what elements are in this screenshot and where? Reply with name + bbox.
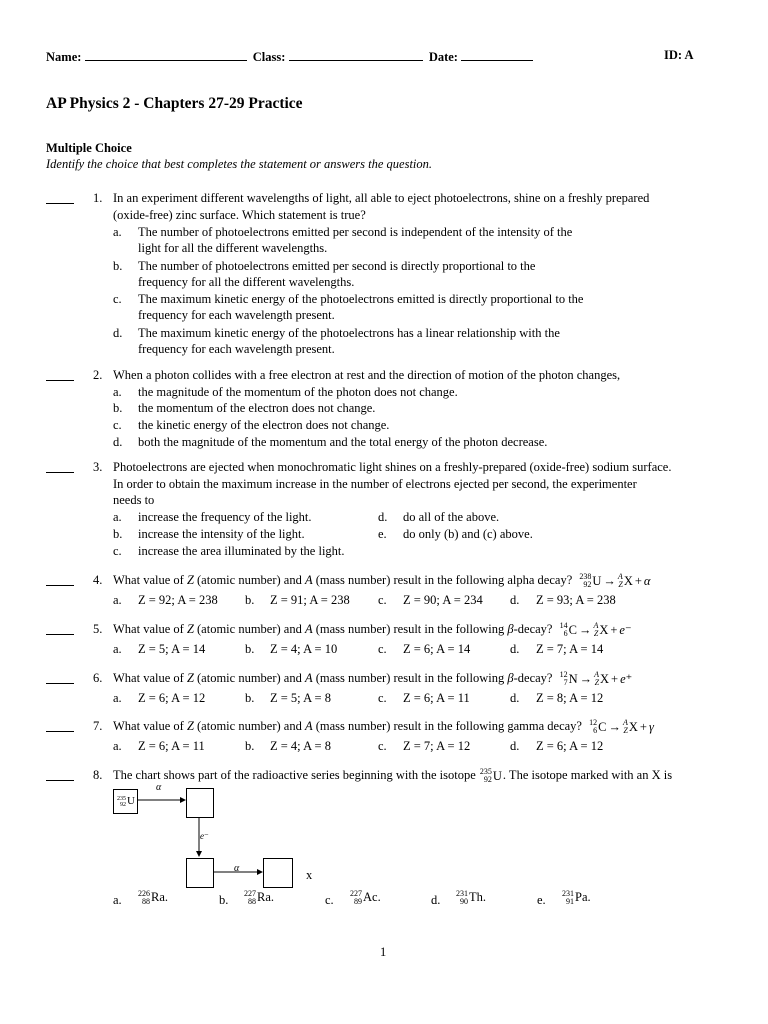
option-letter: c. [113,292,122,306]
option-text: Z = 5; A = 14 [138,642,206,656]
option-isotope: 227 89 Ac. [350,888,381,906]
option-text: increase the intensity of the light. [138,527,305,541]
option-letter: c. [113,418,122,432]
option-text: increase the frequency of the light. [138,510,312,524]
option-letter: d. [113,326,123,340]
option-text: frequency for each wavelength present. [138,308,335,322]
question-number: 8. [93,768,103,782]
option-letter: b. [113,259,123,273]
option-text: Z = 6; A = 11 [403,691,470,705]
option-letter: c. [378,642,387,656]
alpha-arrow-2-head [257,869,263,875]
option-letter: d. [510,642,520,656]
page-title: AP Physics 2 - Chapters 27-29 Practice [46,95,303,112]
option-text: do all of the above. [403,510,500,524]
option-isotope: 227 88 Ra. [244,888,275,906]
option-letter: a. [113,510,122,524]
start-isotope-label: 235 92 U [117,795,135,808]
alpha-label-1: α [156,782,162,793]
option-letter: a. [113,893,122,907]
option-text: the magnitude of the momentum of the photon does not change. [138,385,458,399]
option-letter: d. [510,739,520,753]
question-stem-line: In order to obtain the maximum increase in the number of electrons ejected per second, the experimenter [113,477,637,491]
option-letter: a. [113,739,122,753]
option-letter: c. [325,893,334,907]
decay-equation: 12 7 N → A Z X + e⁺ [559,670,633,688]
question-number: 6. [93,671,103,685]
option-letter: d. [510,691,520,705]
question-stem: What value of Z (atomic number) and A (mass number) result in the following alpha decay? 238 92 U → A Z X + α [113,572,651,590]
option-letter: d. [113,435,123,449]
alpha-arrow-1-head [180,797,186,803]
option-text: Z = 90; A = 234 [403,593,483,607]
option-letter: c. [378,739,387,753]
option-isotope: 231 91 Pa. [562,888,591,906]
option-text: the kinetic energy of the electron does not change. [138,418,390,432]
option-letter: d. [510,593,520,607]
question-stem: What value of Z (atomic number) and A (mass number) result in the following β-decay? 12 7 N → A Z X + e⁺ [113,670,633,688]
question-number: 7. [93,719,103,733]
isotope-u235: 235 92 U [479,767,502,785]
question-number: 1. [93,191,103,205]
option-text: The number of photoelectrons emitted per second is directly proportional to the [138,259,536,273]
option-text: frequency for all the different wavelengths. [138,275,355,289]
question-number: 2. [93,368,103,382]
option-letter: d. [378,510,388,524]
question-number: 4. [93,573,103,587]
class-label: Class: [252,50,286,64]
option-isotope: 231 90 Th. [456,888,487,906]
option-text: The number of photoelectrons emitted per second is independent of the intensity of the [138,225,573,239]
beta-arrow-head [196,851,202,857]
option-isotope: 226 88 Ra. [138,888,169,906]
question-number: 3. [93,460,103,474]
option-text: Z = 93; A = 238 [536,593,616,607]
question-stem-line: In an experiment different wavelengths of light, all able to eject photoelectrons, shine on a freshly prepared [113,191,650,205]
question-number: 5. [93,622,103,636]
name-label: Name: [46,50,82,64]
x-label: x [306,868,313,882]
question-stem-line: needs to [113,493,155,507]
option-letter: c. [378,593,387,607]
section-instruction: Identify the choice that best completes the statement or answers the question. [46,157,433,171]
option-text: Z = 6; A = 12 [138,691,206,705]
option-text: both the magnitude of the momentum and the total energy of the photon decrease. [138,435,548,449]
decay-equation: 238 92 U → A Z X + α [579,572,651,590]
option-text: the momentum of the electron does not change. [138,401,376,415]
option-letter: a. [113,642,122,656]
page-number: 1 [380,945,387,959]
option-text: Z = 4; A = 8 [270,739,331,753]
option-letter: e. [537,893,546,907]
option-letter: b. [245,642,255,656]
option-letter: e. [378,527,387,541]
option-text: Z = 5; A = 8 [270,691,331,705]
option-text: light for all the different wavelengths. [138,241,328,255]
option-text: Z = 92; A = 238 [138,593,218,607]
option-text: Z = 6; A = 14 [403,642,471,656]
option-letter: b. [113,401,123,415]
option-text: Z = 7; A = 12 [403,739,471,753]
option-letter: b. [245,691,255,705]
option-letter: c. [113,544,122,558]
date-label: Date: [428,50,458,64]
question-stem: The chart shows part of the radioactive series beginning with the isotope 235 92 U . The isotope marked with an X is [113,767,673,785]
option-text: Z = 6; A = 12 [536,739,604,753]
decay-equation: 14 6 C → A Z X + e⁻ [559,621,632,639]
option-letter: b. [245,739,255,753]
alpha-label-2: α [234,863,240,874]
option-letter: d. [431,893,441,907]
test-id: ID: A [664,48,694,62]
option-text: increase the area illuminated by the light. [138,544,345,558]
option-letter: a. [113,385,122,399]
decay-equation: 12 6 C → A Z X + γ [589,718,654,736]
option-text: Z = 91; A = 238 [270,593,350,607]
question-stem: What value of Z (atomic number) and A (mass number) result in the following gamma decay? 12 6 C → A Z X + γ [113,718,654,736]
option-text: Z = 8; A = 12 [536,691,604,705]
option-text: frequency for each wavelength present. [138,342,335,356]
question-stem-line: Photoelectrons are ejected when monochromatic light shines on a freshly-prepared (oxide-free) sodium surface. [113,460,672,474]
option-letter: b. [245,593,255,607]
question-stem-line: (oxide-free) zinc surface. Which statement is true? [113,208,366,222]
option-letter: b. [113,527,123,541]
option-letter: a. [113,225,122,239]
section-heading: Multiple Choice [46,141,132,155]
question-stem-line: When a photon collides with a free electron at rest and the direction of motion of the photon changes, [113,368,621,382]
option-text: Z = 6; A = 11 [138,739,205,753]
option-text: The maximum kinetic energy of the photoelectrons emitted is directly proportional to the [138,292,584,306]
option-letter: a. [113,593,122,607]
option-letter: c. [378,691,387,705]
option-text: Z = 4; A = 10 [270,642,338,656]
beta-label: e⁻ [200,831,209,841]
option-letter: b. [219,893,229,907]
option-text: Z = 7; A = 14 [536,642,604,656]
option-text: The maximum kinetic energy of the photoelectrons has a linear relationship with the [138,326,560,340]
question-stem: What value of Z (atomic number) and A (mass number) result in the following β-decay? 14 6 C → A Z X + e⁻ [113,621,632,639]
option-text: do only (b) and (c) above. [403,527,533,541]
option-letter: a. [113,691,122,705]
